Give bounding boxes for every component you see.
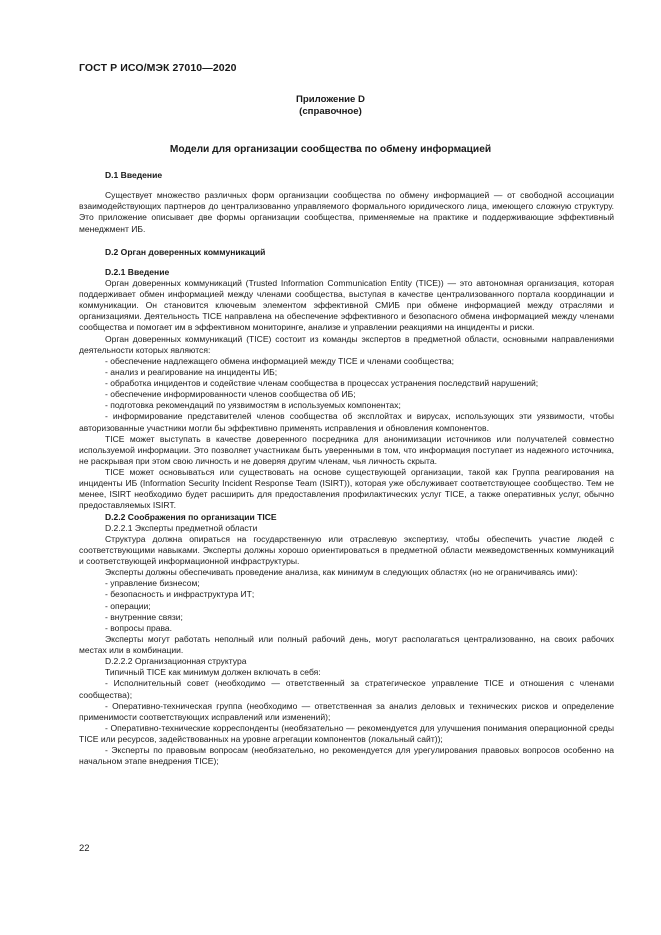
list-item: - анализ и реагирование на инциденты ИБ; [105, 366, 278, 377]
paragraph: TICE может выступать в качестве доверенного посредника для анонимизации источников или получателей совместно используемой информации. Это позволяет участникам быть уверенными в том, что информация поступает из надежного источника, не раскрывая при этом свою личность и не доверяя другим членам, чья личность скрыта. [79, 433, 614, 466]
list-item: - подготовка рекомендаций по уязвимостям в используемых компонентах; [105, 400, 401, 411]
paragraph: TICE может основываться или существовать на основе существующей организации, такой как Группа реагирования на инциденты ИБ (Information Security Incident Response Team (ISIRT)), которая уже обслуживает соответствующее сообщество. Тем не менее, ISIRT необходимо будет расширить для предоставления профилактических услуг TICE, а также оперативных услуг, обычно предоставляемых ISIRT. [79, 467, 614, 511]
paragraph: Структура должна опираться на государственную или отраслевую экспертизу, чтобы обеспечить участие людей с соответствующими навыками. Эксперты должны хорошо ориентироваться в предметной области межведомственных коммуникаций и соответствующей информационной инфраструктуры. [79, 533, 614, 566]
list-item: - обеспечение надлежащего обмена информацией между TICE и членами сообщества; [105, 355, 455, 366]
paragraph: Типичный TICE как минимум должен включать в себя: [105, 667, 321, 678]
list-item: - вопросы права. [105, 622, 173, 633]
list-item: - обработка инцидентов и содействие членам сообщества в процессах устранения последствий нарушений; [105, 378, 539, 388]
subsection-heading-d221: D.2.2.1 Эксперты предметной области [105, 522, 258, 533]
paragraph: Эксперты могут работать неполный или полный рабочий день, могут располагаться централизованно, на своих рабочих местах или в комбинации. [79, 633, 614, 655]
paragraph: Существует множество различных форм организации сообщества по обмену информацией — от свободной ассоциации взаимодействующих партнеров до централизованно управляемого формального юридического лица, имеющего сложную структуру. Это приложение описывает две формы организации сообщества, применяемые на практике и поддерживающие эффективный менеджмент ИБ. [79, 190, 614, 234]
annex-title: Приложение D [296, 94, 365, 105]
subsection-heading-d22: D.2.2 Соображения по организации TICE [105, 511, 277, 522]
list-item: - операции; [105, 600, 151, 611]
subsection-heading-d21: D.2.1 Введение [105, 266, 170, 277]
document-body [79, 170, 614, 767]
subsection-heading-d222: D.2.2.2 Организационная структура [105, 656, 247, 667]
list-item: - Оперативно-техническая группа (необходимо — ответственная за анализ деловых и технических рисков и определение применимости соответствующих исправлений или изменений); [79, 700, 614, 722]
chapter-title: Модели для организации сообщества по обмену информацией [169, 144, 492, 155]
list-item: - управление бизнесом; [105, 578, 200, 589]
list-item: - Оперативно-технические корреспонденты (необязательно — рекомендуется для улучшения понимания операционной среды TICE или ресурсов, задействованных на уровне агрегации компонентов (локальный сайт)); [79, 722, 614, 744]
paragraph: Эксперты должны обеспечивать проведение анализа, как минимум в следующих областях (но не ограничиваясь ими): [105, 567, 578, 578]
paragraph: Орган доверенных коммуникаций (TICE) состоит из команды экспертов в предметной области, основными направлениями деятельности которых являются: [79, 333, 614, 355]
list-item: - внутренние связи; [105, 611, 183, 622]
page-number: 22 [79, 843, 90, 854]
list-item: - безопасность и инфраструктура ИТ; [105, 589, 255, 600]
section-heading-d1: D.1 Введение [105, 170, 163, 180]
list-item: - Исполнительный совет (необходимо — ответственный за стратегическое управление TICE и отношения с членами сообщества); [79, 678, 614, 700]
paragraph: Орган доверенных коммуникаций (Trusted Information Communication Entity (TICE)) — это автономная организация, которая поддерживает обмен информацией между членами сообщества, выступая в качестве централизованного портала координации и коммуникации. Он становится ключевым элементом эффективной СМИБ при обмене информацией между отраслями и организациями. Деятельность TICE направлена на обеспечение эффективного и безопасного обмена информацией между членами сообщества и помогает им в эффективном мониторинге, анализе и управлении реакциями на инциденты и риски. [79, 277, 614, 333]
document-header: ГОСТ Р ИСО/МЭК 27010—2020 [79, 62, 237, 74]
section-heading-d2: D.2 Орган доверенных коммуникаций [105, 246, 266, 257]
annex-note: (справочное) [299, 106, 362, 117]
list-item: - обеспечение информированности членов сообщества об ИБ; [105, 389, 356, 400]
list-item: - Эксперты по правовым вопросам (необязательно, но рекомендуется для урегулирования правовых вопросов особенно на начальном этапе внедрения TICE); [79, 745, 614, 767]
list-item: - информирование представителей членов сообщества об эксплойтах и вирусах, использующих эти уязвимости, чтобы авторизованные участники могли бы эффективно применять исправления и обновления компонентов. [79, 411, 614, 433]
